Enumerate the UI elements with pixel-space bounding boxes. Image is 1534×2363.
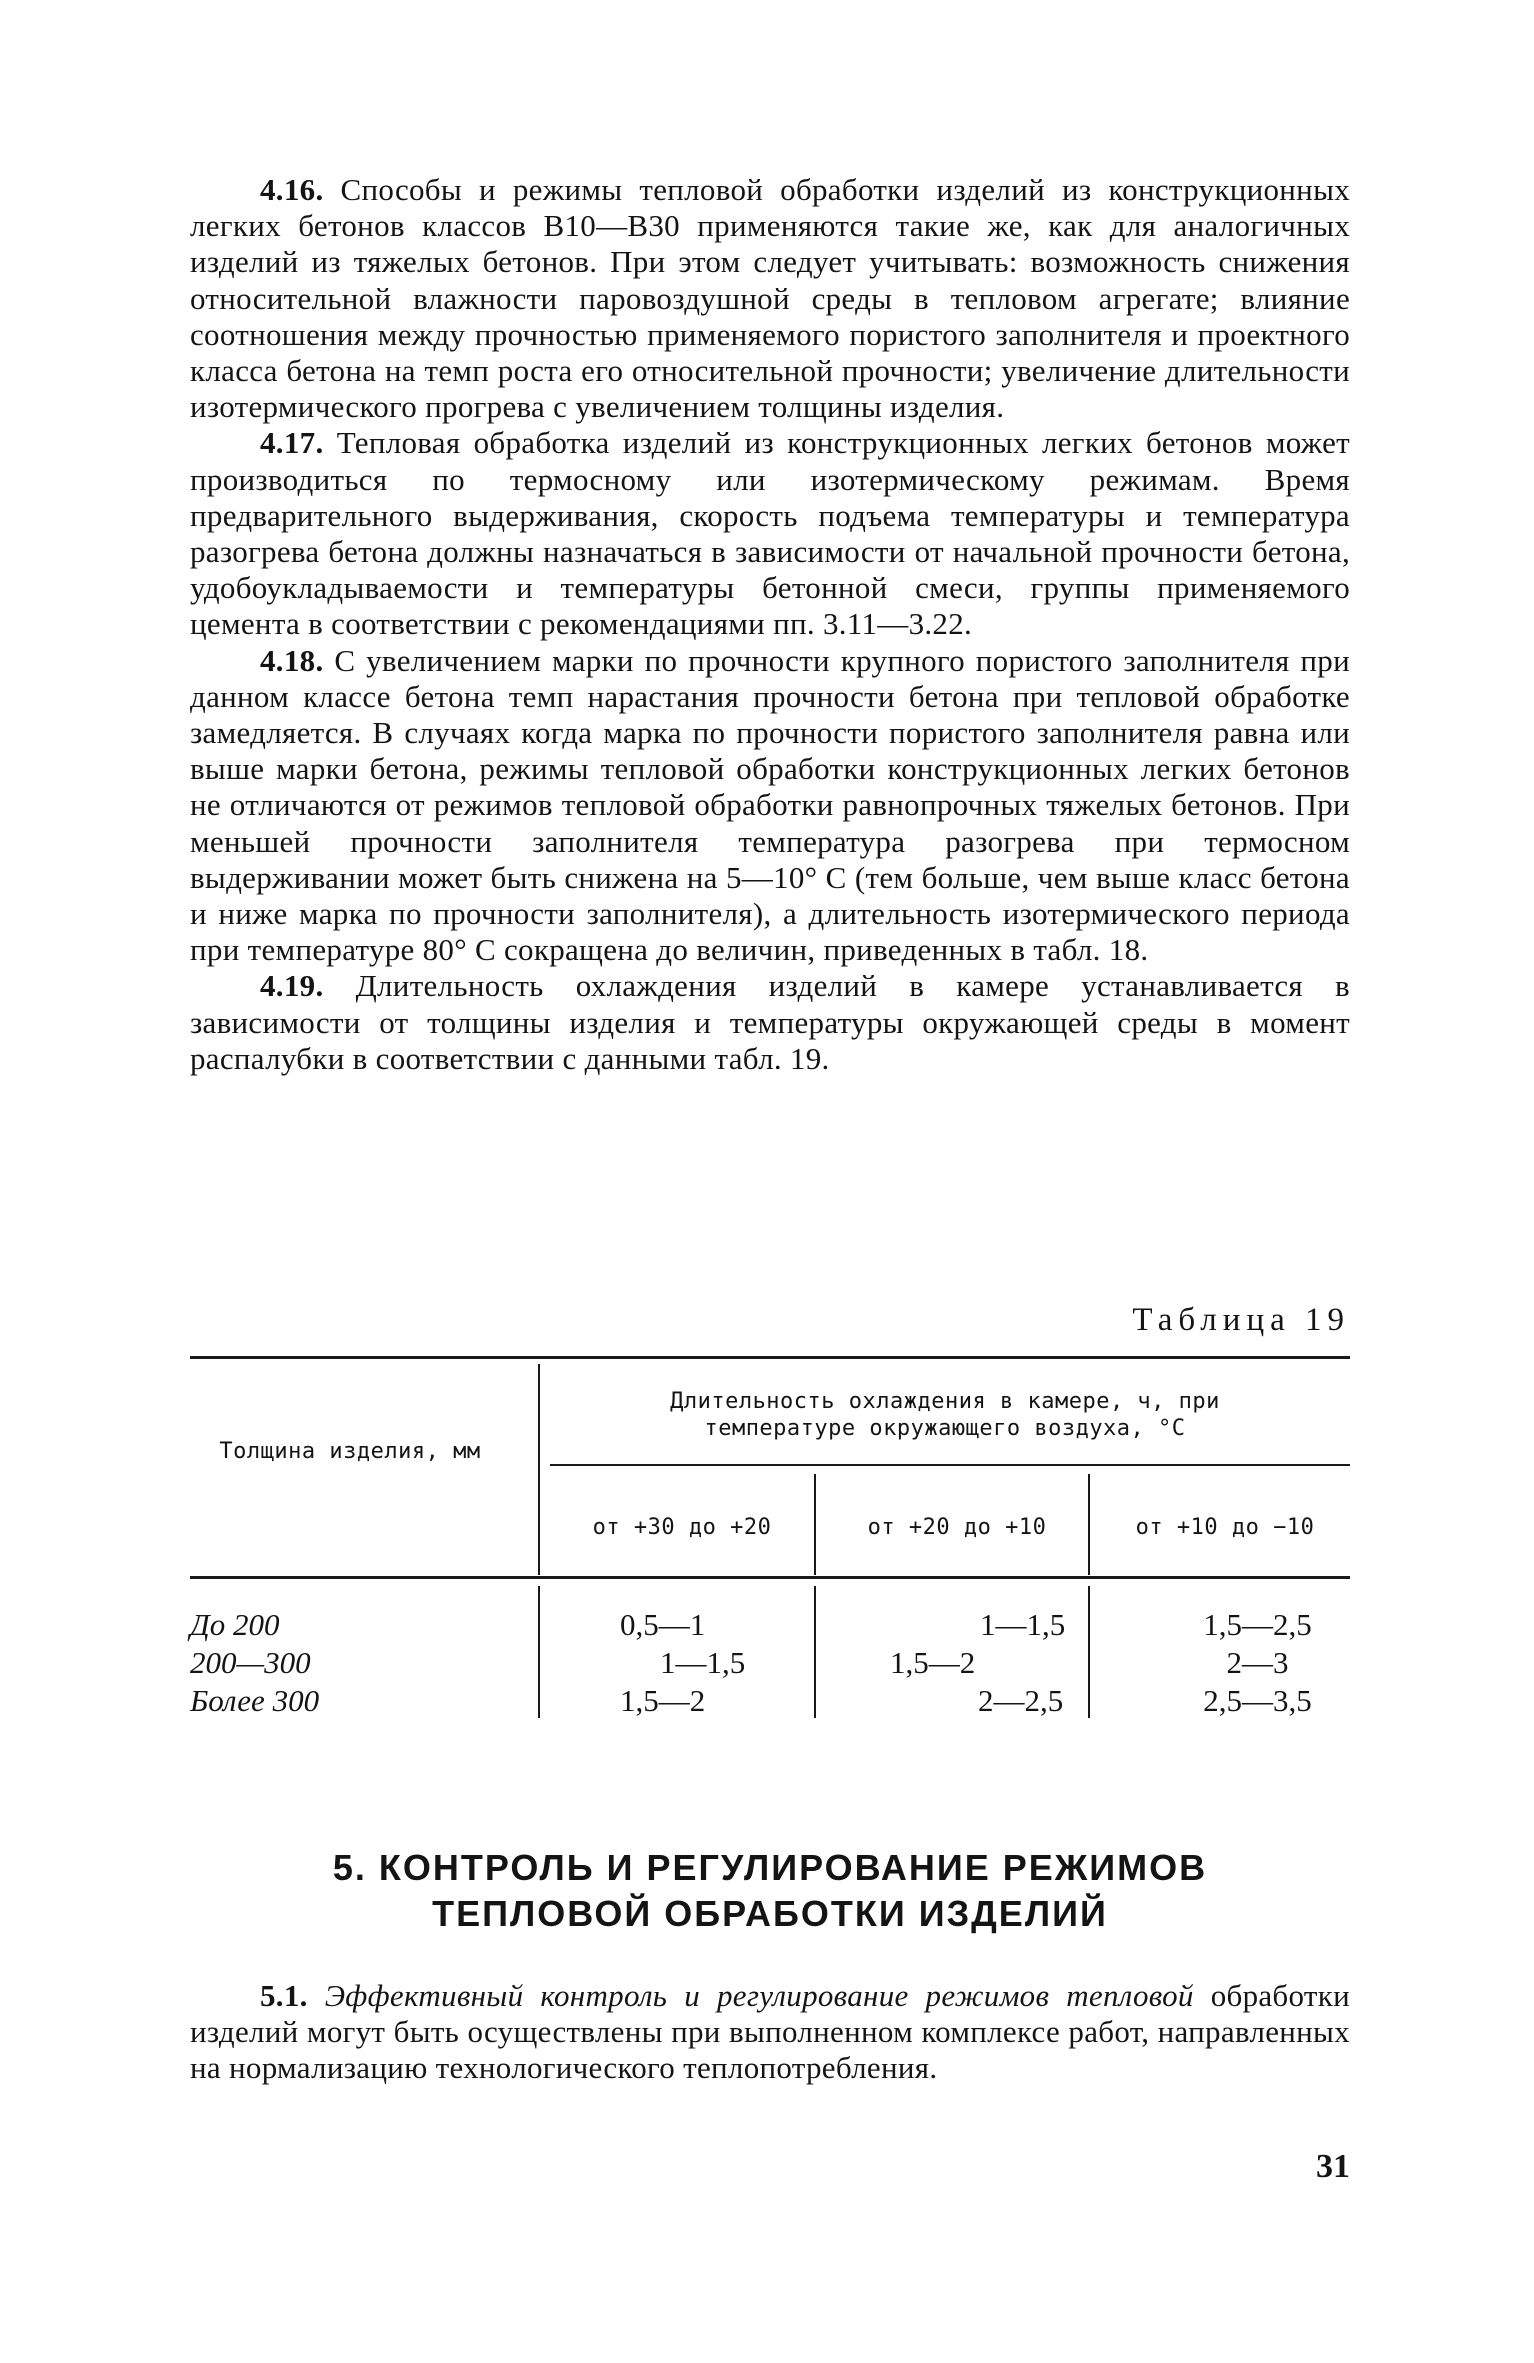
- table-cell: 2—3: [1226, 1645, 1289, 1680]
- paragraph-4-16: [190, 172, 1350, 425]
- paragraph-number: 5.1.: [260, 1978, 308, 2013]
- table-cell: 2—2,5: [978, 1683, 1064, 1718]
- table-cell: 1,5—2,5: [1203, 1607, 1312, 1642]
- paragraph-italic-text: Эффективный контроль и регулирование режимов тепловой: [324, 1978, 1194, 2013]
- paragraph-4-17: [190, 425, 1350, 642]
- table-caption: Таблица 19: [1132, 1302, 1350, 1338]
- row-header: Толщина изделия, мм: [219, 1439, 481, 1464]
- table-19: [190, 1356, 1350, 1756]
- table-cell: 1—1,5: [980, 1607, 1066, 1642]
- table-col-divider: [814, 1474, 816, 1575]
- page-number: 31: [1316, 2148, 1350, 2185]
- table-cell: 1—1,5: [660, 1645, 746, 1680]
- paragraph-number: 4.19.: [260, 968, 324, 1004]
- table-cell: 2,5—3,5: [1203, 1683, 1312, 1718]
- section-title-line: ТЕПЛОВОЙ ОБРАБОТКИ ИЗДЕЛИЙ: [432, 1893, 1108, 1934]
- body-text: [190, 172, 1350, 1077]
- table-cell: 1,5—2: [620, 1683, 706, 1718]
- paragraph-text: обработки изделий могут быть осуществлены при выполненном комплексе работ, направленных на нормализацию технологического теплопотребления.: [190, 1978, 1350, 2086]
- table-col-divider: [1088, 1474, 1090, 1575]
- paragraph-text: Длительность охлаждения изделий в камере устанавливается в зависимости от толщины изделия и температуры окружающей среды в момент распалубки в соответствии с данными табл. 19.: [190, 968, 1350, 1076]
- paragraph-number: 4.17.: [260, 425, 324, 461]
- table-col-divider: [538, 1586, 540, 1718]
- table-top-rule: [190, 1356, 1350, 1359]
- column-header: от +10 до −10: [1135, 1515, 1315, 1540]
- paragraph-5-1: [190, 1978, 1350, 2087]
- paragraph-4-19: [190, 968, 1350, 1077]
- table-header-bottom-rule: [190, 1576, 1350, 1579]
- row-label: Более 300: [190, 1683, 320, 1718]
- column-1-values: [620, 1606, 870, 1720]
- column-header: от +30 до +20: [592, 1515, 772, 1540]
- paragraph-4-18: [190, 643, 1350, 969]
- section-body: [190, 1978, 1350, 2087]
- table-subheader-rule: [550, 1464, 1350, 1466]
- row-label: До 200: [190, 1607, 280, 1642]
- table-cell: 1,5—2: [890, 1645, 976, 1680]
- column-3-values: [1165, 1606, 1350, 1720]
- row-label: 200—300: [190, 1645, 311, 1680]
- group-header: Длительность охлаждения в камере, ч, при температуре окружающего воздуха, °С: [670, 1389, 1220, 1441]
- paragraph-text: Тепловая обработка изделий из конструкционных легких бетонов может производиться по термосному или изотермическому режимам. Время предварительного выдерживания, скорость подъема температуры и температура разогрева бетона должны назначаться в зависимости от начальной прочности бетона, удобоукладываемости и температуры бетонной смеси, группы применяемого цемента в соответствии с рекомендациями пп. 3.11—3.22.: [190, 425, 1350, 642]
- paragraph-text: Способы и режимы тепловой обработки изделий из конструкционных легких бетонов классов В10—В30 применяются такие же, как для аналогичных изделий из тяжелых бетонов. При этом следует учитывать: возможность снижения относительной влажности паровоздушной среды в тепловом агрегате; влияние соотношения между прочностью применяемого пористого заполнителя и проектного класса бетона на темп роста его относительной прочности; увеличение длительности изотермического прогрева с увеличением толщины изделия.: [190, 172, 1350, 425]
- section-title-line: 5. КОНТРОЛЬ И РЕГУЛИРОВАНИЕ РЕЖИМОВ: [332, 1847, 1208, 1888]
- paragraph-number: 4.16.: [260, 172, 324, 207]
- table-cell: 0,5—1: [620, 1607, 706, 1642]
- table-col-divider: [538, 1364, 540, 1575]
- row-labels: [190, 1606, 319, 1720]
- paragraph-number: 4.18.: [260, 642, 324, 678]
- section-title: [190, 1845, 1350, 1937]
- column-2-values: [890, 1606, 1140, 1720]
- paragraph-text: С увеличением марки по прочности крупного пористого заполнителя при данном классе бетона темп нарастания прочности бетона при тепловой обработке замедляется. В случаях когда марка по прочности пористого заполнителя равна или выше марки бетона, режимы тепловой обработки конструкционных легких бетонов не отличаются от режимов тепловой обработки равнопрочных тяжелых бетонов. При меньшей прочности заполнителя температура разогрева при термосном выдерживании может быть снижена на 5—10° С (тем больше, чем выше класс бетона и ниже марка по прочности заполнителя), а длительность изотермического периода при температуре 80° С сокращена до величин, приведенных в табл. 18.: [190, 642, 1350, 968]
- column-header: от +20 до +10: [867, 1515, 1047, 1540]
